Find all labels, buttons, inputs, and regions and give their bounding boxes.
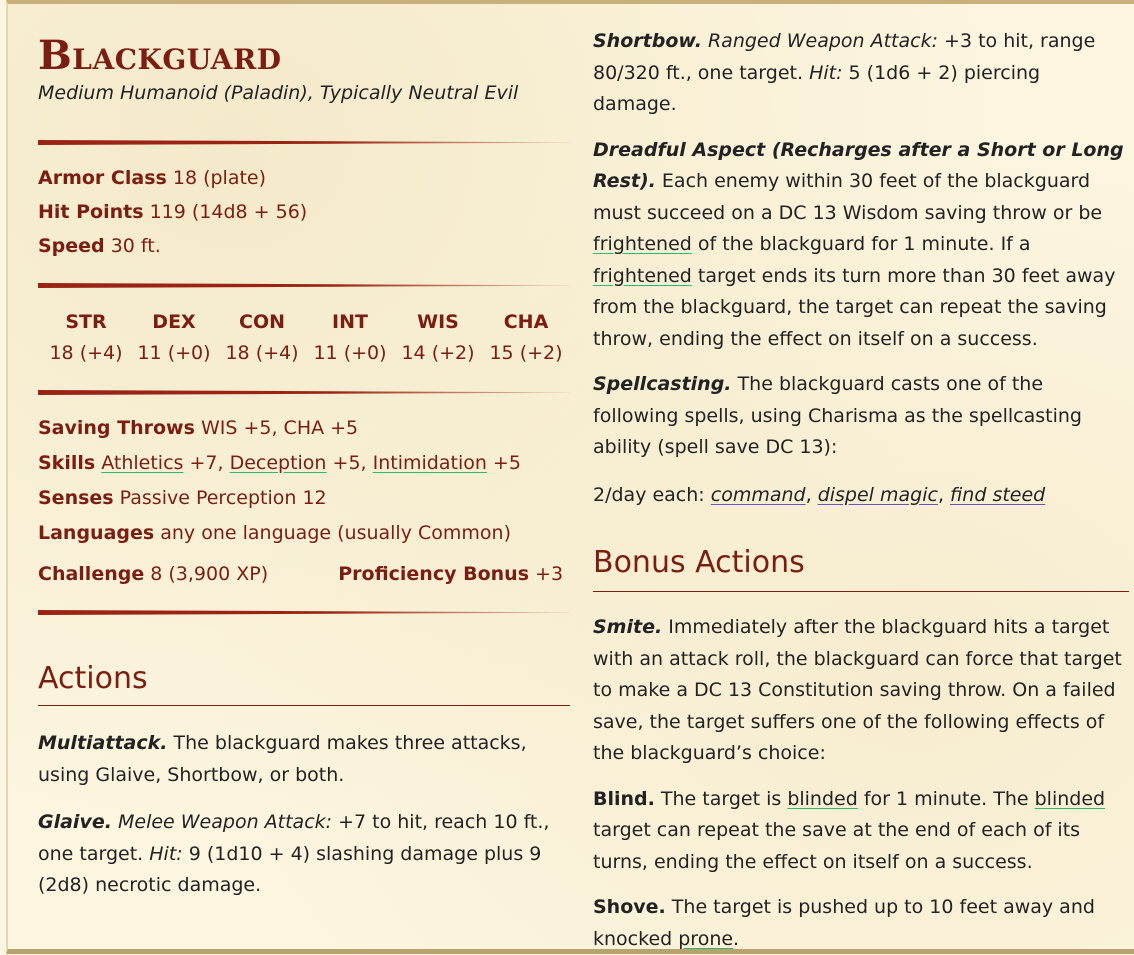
action-multiattack [38, 728, 570, 791]
ability-name: INT [332, 311, 368, 333]
ability-score: 11 [137, 342, 162, 364]
ability-wis [394, 306, 482, 368]
condition-link-frightened[interactable]: frightened [593, 233, 692, 255]
action-text: Each enemy within 30 feet of the blackguard must succeed on a DC 13 Wisdom saving throw or be [593, 170, 1103, 224]
action-text: +7 to hit, reach 10 ft., one target. [38, 811, 550, 865]
ability-str [42, 306, 130, 368]
action-glaive [38, 807, 570, 902]
actions-heading: Actions [38, 661, 148, 696]
ability-mod: (+2) [519, 342, 563, 364]
monster-name: Blackguard [38, 32, 282, 79]
hit-points [38, 195, 570, 229]
ability-value [306, 338, 394, 368]
hit-points-label: Hit Points [38, 201, 144, 223]
skill-link-athletics[interactable]: Athletics [101, 452, 184, 474]
bonus-actions-heading-rule [593, 591, 1129, 592]
ability-mod: (+0) [343, 342, 387, 364]
action-text: target ends its turn more than 30 feet away from the blackguard, the target can repeat the saving throw, ending the effect on itself on a success. [593, 264, 1116, 350]
hit-label: Hit: [149, 842, 183, 865]
effect-name: Blind. [593, 787, 655, 810]
ability-name: STR [65, 311, 107, 333]
ability-cha [482, 306, 570, 368]
skill-link-deception[interactable]: Deception [229, 452, 327, 474]
ability-score: 18 [225, 342, 250, 364]
saving-throws-label: Saving Throws [38, 417, 195, 439]
action-name: Multiattack. [38, 732, 168, 754]
skill-mod: +7, [183, 452, 230, 474]
bonus-action-smite [593, 612, 1129, 770]
hit-points-value: 119 (14d8 + 56) [149, 201, 308, 223]
ability-scores [38, 306, 570, 368]
skills-label: Skills [38, 452, 96, 474]
action-text: of the blackguard for 1 minute. If a [691, 233, 1031, 255]
speed [38, 229, 570, 263]
proficiency-bonus-label: Proficiency Bonus [338, 563, 529, 585]
ability-dex [130, 306, 218, 368]
skills [38, 446, 570, 481]
languages-label: Languages [38, 522, 155, 544]
proficiency-bonus-value: +3 [535, 563, 564, 585]
stat-block [6, 0, 1134, 954]
ability-value [394, 338, 482, 368]
ability-score: 15 [489, 342, 514, 364]
bonus-actions-heading: Bonus Actions [593, 545, 805, 580]
armor-class-value: 18 (plate) [172, 167, 267, 189]
senses-value: Passive Perception 12 [119, 487, 327, 509]
action-text: Immediately after the blackguard hits a target with an attack roll, the blackguard can force that target to make a DC 13 Constitution saving throw. On a failed save, the target suffers one of the following effects of the blackguard’s choice: [593, 616, 1122, 764]
challenge-row [38, 557, 570, 592]
ability-score: 11 [313, 342, 338, 364]
ability-con [218, 306, 306, 368]
action-text: 5 (1d6 + 2) piercing damage. [593, 61, 1041, 115]
action-dreadful-aspect [593, 135, 1129, 356]
skill-mod: +5 [486, 452, 521, 474]
action-text: The blackguard casts one of the following spells, using Charisma as the spellcasting ability (spell save DC 13): [593, 373, 1082, 458]
separator: , [937, 483, 951, 506]
saving-throws-value: WIS +5, CHA +5 [200, 417, 359, 439]
separator: , [805, 483, 818, 506]
ability-name: CON [239, 311, 285, 333]
action-name: Spellcasting. [593, 373, 732, 395]
action-text: The blackguard makes three attacks, using Glaive, Shortbow, or both. [38, 732, 527, 786]
action-name: Glaive. [38, 811, 112, 833]
hit-label: Hit: [809, 61, 843, 84]
languages [38, 516, 570, 551]
divider [38, 283, 570, 288]
senses [38, 481, 570, 516]
ability-score: 14 [401, 342, 426, 364]
actions-heading-rule [38, 705, 570, 706]
spell-link-dispel-magic[interactable]: dispel magic [817, 483, 938, 506]
details [38, 411, 570, 592]
senses-label: Senses [38, 487, 114, 509]
action-name: Dreadful Aspect (Recharges after a Short or Long Rest). [593, 138, 1124, 192]
effect-text: The target is pushed up to 10 feet away and knocked [593, 896, 1095, 950]
ability-score: 18 [49, 342, 74, 364]
attack-type: Melee Weapon Attack: [117, 811, 333, 833]
ability-mod: (+4) [255, 342, 299, 364]
ability-name: DEX [152, 311, 196, 333]
smite-effect-shove [593, 892, 1129, 955]
skill-link-intimidation[interactable]: Intimidation [372, 452, 487, 474]
condition-link-blinded[interactable]: blinded [1034, 787, 1106, 810]
action-text: +3 to hit, range 80/320 ft., one target. [593, 30, 1096, 84]
attack-type: Ranged Weapon Attack: [707, 30, 938, 52]
challenge-label: Challenge [38, 563, 145, 585]
ability-name: CHA [503, 311, 549, 333]
ability-value [130, 338, 218, 368]
spell-link-command[interactable]: command [710, 483, 806, 506]
effect-text: . [733, 927, 740, 950]
speed-value: 30 ft. [110, 235, 161, 257]
condition-link-frightened[interactable]: frightened [593, 264, 692, 287]
smite-effect-blind [593, 784, 1129, 879]
monster-subtitle: Medium Humanoid (Paladin), Typically Neutral Evil [38, 82, 519, 104]
spell-frequency: 2/day each: [593, 483, 711, 506]
saving-throws [38, 411, 570, 446]
challenge-value: 8 (3,900 XP) [150, 563, 269, 585]
skill-mod: +5, [326, 452, 373, 474]
ability-value [482, 338, 570, 368]
action-spellcasting [593, 369, 1129, 464]
stat-block-right-column [593, 26, 1129, 955]
divider [38, 390, 570, 395]
action-name: Shortbow. [593, 30, 702, 52]
ability-name: WIS [417, 311, 459, 333]
languages-value: any one language (usually Common) [160, 522, 511, 544]
stat-block-left-column [38, 28, 570, 902]
condition-link-blinded[interactable]: blinded [787, 787, 858, 810]
action-name: Smite. [593, 616, 663, 638]
armor-class-label: Armor Class [38, 167, 167, 189]
ability-mod: (+0) [167, 342, 211, 364]
divider [38, 610, 570, 615]
action-text: 9 (1d10 + 4) slashing damage plus 9 (2d8) necrotic damage. [38, 842, 542, 896]
ability-mod: (+2) [431, 342, 475, 364]
ability-int [306, 306, 394, 368]
condition-link-prone[interactable]: prone [678, 927, 734, 950]
effect-text: target can repeat the save at the end of each of its turns, ending the effect on itself on a success. [593, 819, 1081, 873]
effect-text: for 1 minute. The [857, 787, 1035, 810]
spell-link-find-steed[interactable]: find steed [950, 483, 1046, 506]
action-shortbow [593, 26, 1129, 121]
divider [38, 140, 570, 145]
effect-text: The target is [654, 787, 788, 810]
armor-class [38, 161, 570, 195]
speed-label: Speed [38, 235, 105, 257]
ability-value [42, 338, 130, 368]
ability-mod: (+4) [79, 342, 123, 364]
spell-list [593, 480, 1129, 512]
ability-value [218, 338, 306, 368]
core-stats [38, 161, 570, 263]
effect-name: Shove. [593, 896, 666, 918]
